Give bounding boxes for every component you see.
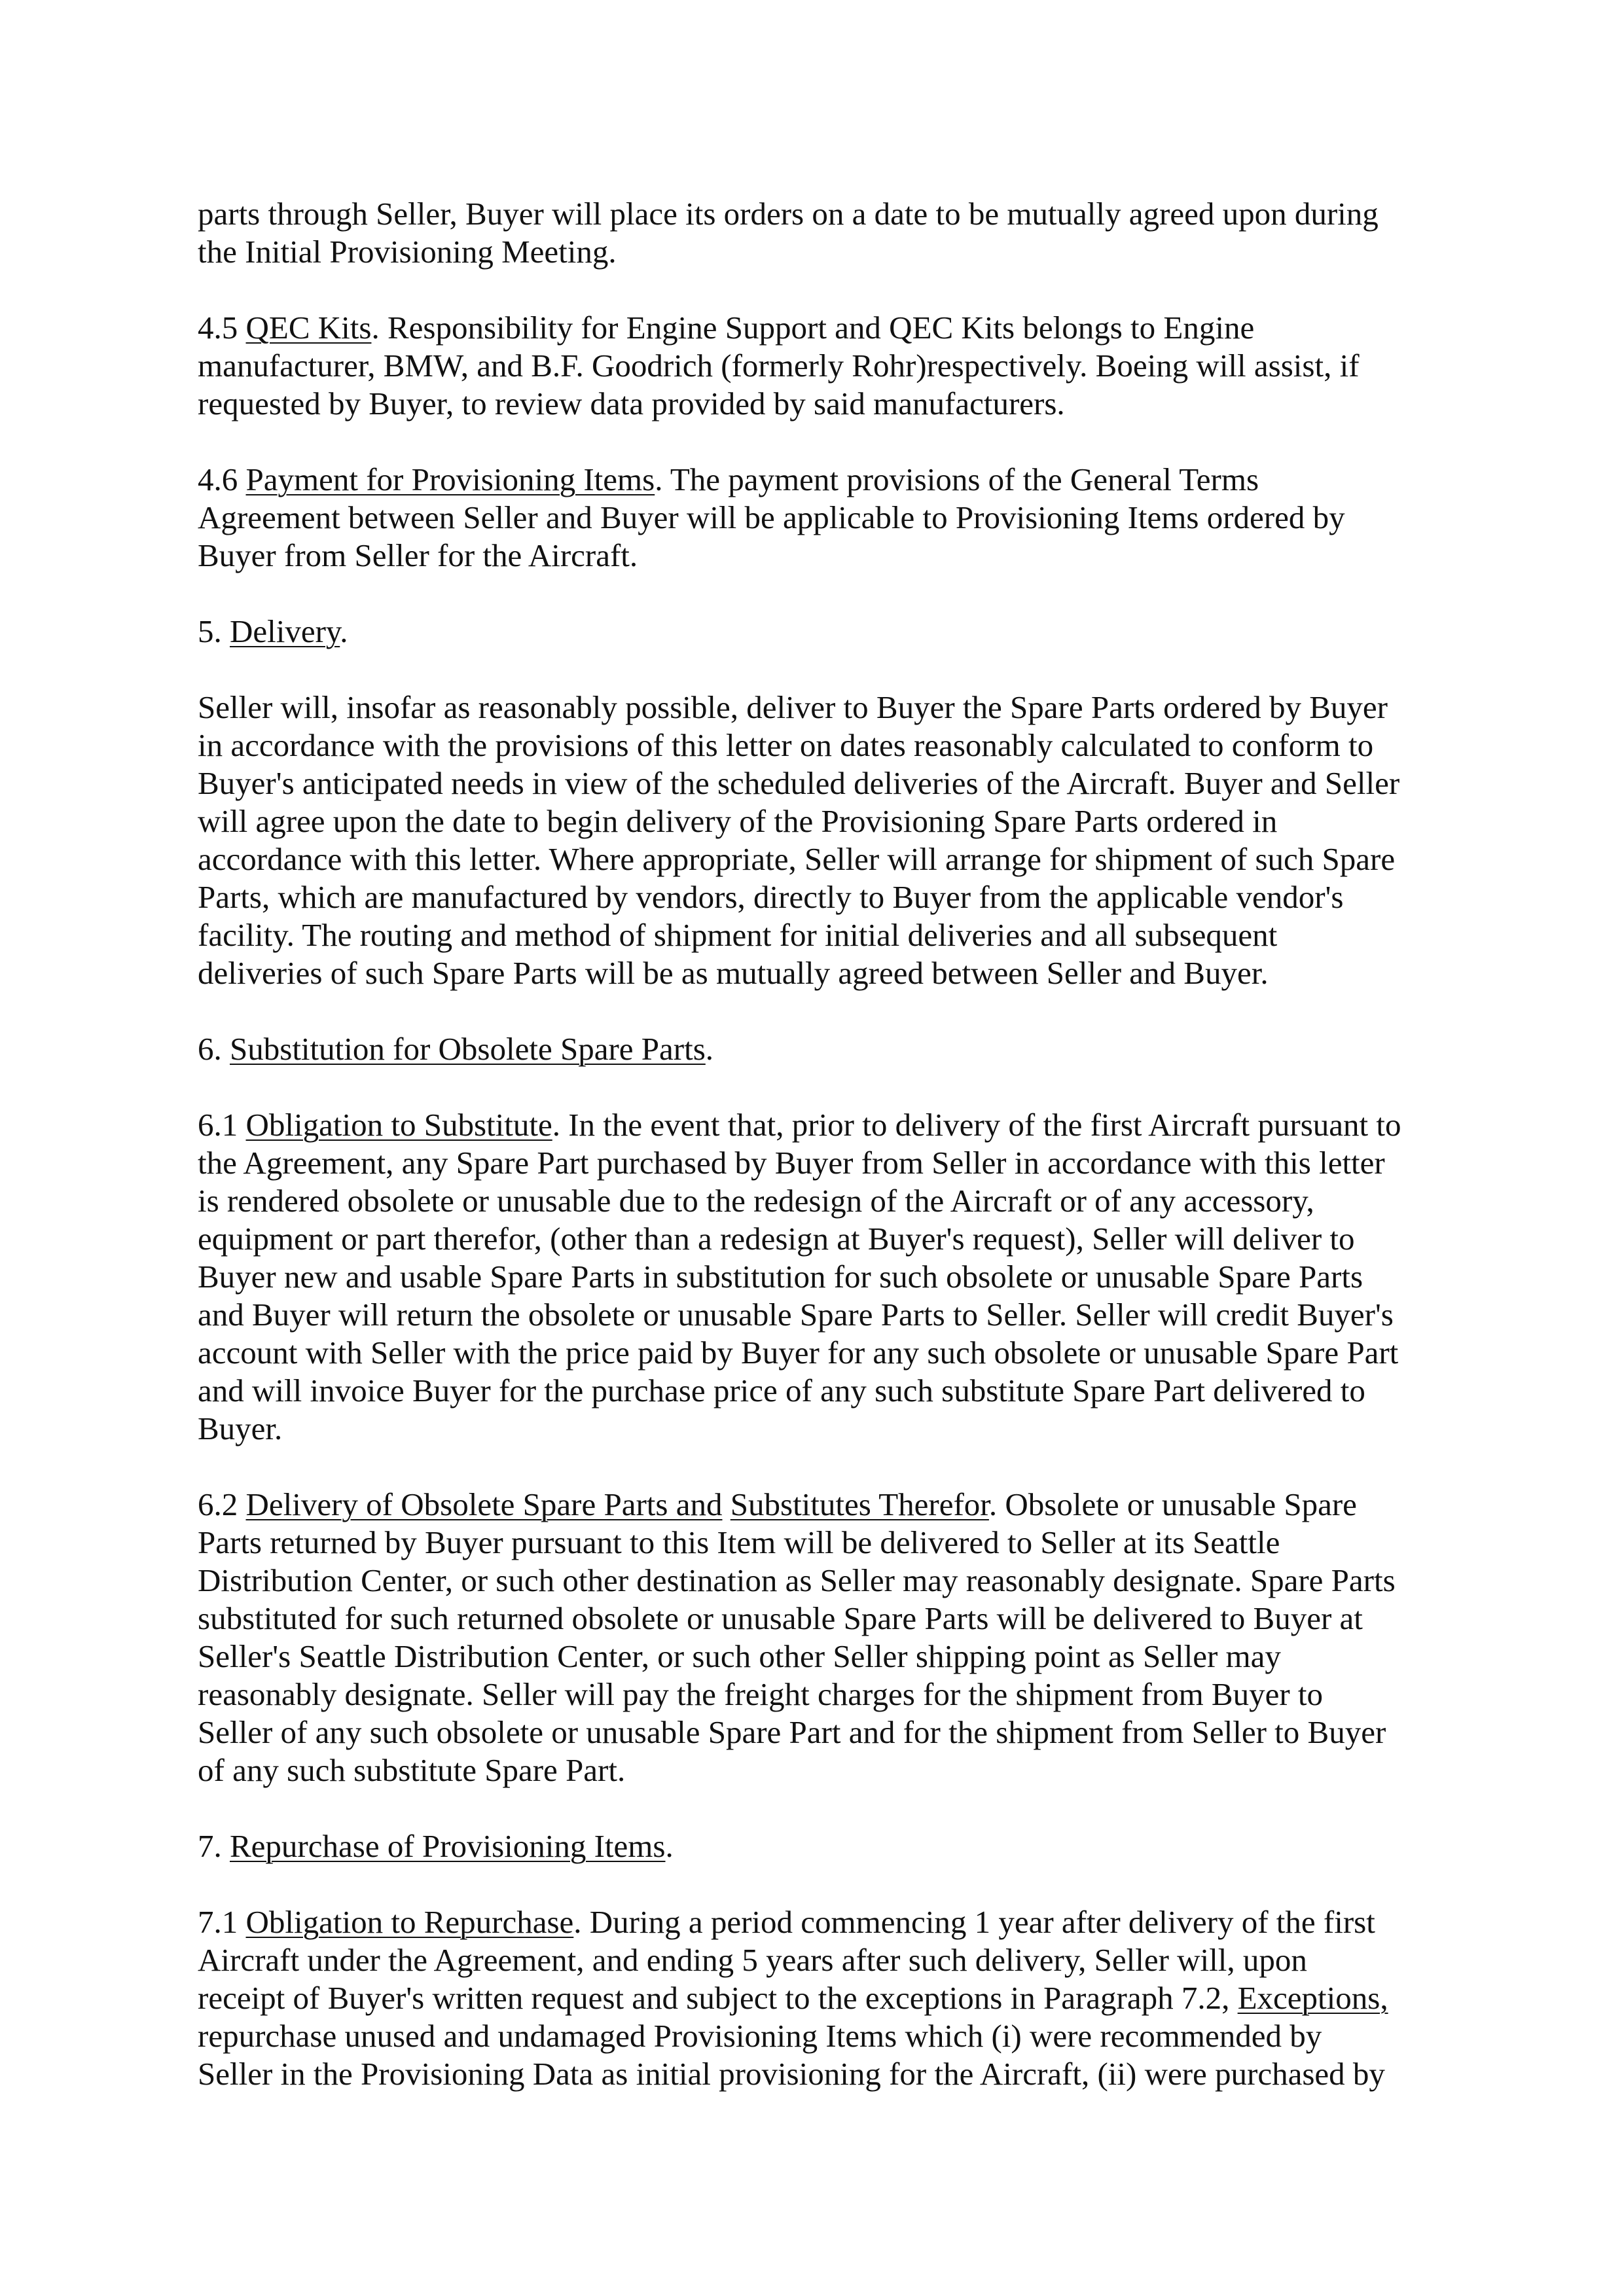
- section-7-heading: [198, 1827, 1454, 1865]
- section-heading-2: Substitutes Therefor: [730, 1486, 989, 1522]
- text-line: is rendered obsolete or unusable due to the redesign of the Aircraft or of any accessory,: [198, 1183, 1314, 1219]
- section-heading: Obligation to Repurchase: [245, 1904, 574, 1940]
- text-line: [198, 1030, 1454, 1068]
- text-line: and Buyer will return the obsolete or unusable Spare Parts to Seller. Seller will credit Buyer's: [198, 1297, 1394, 1333]
- section-number: 6.: [198, 1031, 222, 1067]
- text-line: Seller of any such obsolete or unusable Spare Part and for the shipment from Seller to Buyer: [198, 1714, 1386, 1750]
- text-line: Seller will, insofar as reasonably possible, deliver to Buyer the Spare Parts ordered by Buyer: [198, 689, 1388, 725]
- section-6-heading: [198, 1030, 1454, 1068]
- document-body: [198, 195, 1454, 2131]
- text-line: substituted for such returned obsolete or unusable Spare Parts will be delivered to Buyer at: [198, 1600, 1363, 1636]
- text-line: deliveries of such Spare Parts will be as mutually agreed between Seller and Buyer.: [198, 955, 1269, 991]
- text-line: will agree upon the date to begin delivery of the Provisioning Spare Parts ordered in: [198, 803, 1278, 839]
- text-line: [198, 1486, 1454, 1524]
- text-line: Seller in the Provisioning Data as initial provisioning for the Aircraft, (ii) were purchased by: [198, 2056, 1385, 2092]
- section-7-1: [198, 1903, 1454, 2093]
- text-line: manufacturer, BMW, and B.F. Goodrich (formerly Rohr)respectively. Boeing will assist, if: [198, 348, 1360, 384]
- text-line: [198, 1106, 1454, 1144]
- text-run: . In the event that, prior to delivery of the first Aircraft pursuant to: [552, 1107, 1401, 1143]
- section-number: 6.2: [198, 1486, 238, 1522]
- text-line: Parts returned by Buyer pursuant to this Item will be delivered to Seller at its Seattle: [198, 1524, 1280, 1560]
- section-4-5: [198, 309, 1454, 423]
- text-line: in accordance with the provisions of this letter on dates reasonably calculated to conform to: [198, 727, 1374, 763]
- text-line: requested by Buyer, to review data provided by said manufacturers.: [198, 386, 1065, 422]
- section-number: 6.1: [198, 1107, 238, 1143]
- section-5-body: [198, 689, 1454, 992]
- text-line: accordance with this letter. Where appropriate, Seller will arrange for shipment of such Spare: [198, 841, 1396, 877]
- section-number: 7.: [198, 1828, 222, 1864]
- section-heading: Obligation to Substitute: [245, 1107, 552, 1143]
- section-6-1: [198, 1106, 1454, 1448]
- text-line: and will invoice Buyer for the purchase price of any such substitute Spare Part delivered to: [198, 1372, 1365, 1408]
- section-heading: QEC Kits: [245, 310, 372, 346]
- text-line: reasonably designate. Seller will pay the freight charges for the shipment from Buyer to: [198, 1676, 1324, 1712]
- text-run: .: [705, 1031, 714, 1067]
- section-4-6: [198, 461, 1454, 575]
- text-line: Seller's Seattle Distribution Center, or such other Seller shipping point as Seller may: [198, 1638, 1281, 1674]
- section-heading: Repurchase of Provisioning Items: [230, 1828, 666, 1864]
- text-run: .: [340, 613, 348, 649]
- text-line: Parts, which are manufactured by vendors, directly to Buyer from the applicable vendor's: [198, 879, 1344, 915]
- text-line: facility. The routing and method of shipment for initial deliveries and all subsequent: [198, 917, 1278, 953]
- text-line: [198, 461, 1454, 499]
- text-run: receipt of Buyer's written request and subject to the exceptions in Paragraph 7.2,: [198, 1980, 1230, 2016]
- section-5-heading: [198, 613, 1454, 651]
- text-run: . Obsolete or unusable Spare: [988, 1486, 1357, 1522]
- text-run: . Responsibility for Engine Support and QEC Kits belongs to Engine: [371, 310, 1255, 346]
- section-heading: Substitution for Obsolete Spare Parts: [230, 1031, 706, 1067]
- section-number: 4.6: [198, 461, 238, 497]
- paragraph-continuation: [198, 195, 1454, 271]
- exceptions-reference: Exceptions,: [1237, 1980, 1388, 2016]
- text-run: .: [665, 1828, 674, 1864]
- section-6-2: [198, 1486, 1454, 1789]
- section-number: 7.1: [198, 1904, 238, 1940]
- section-heading: Payment for Provisioning Items: [245, 461, 655, 497]
- text-line: equipment or part therefor, (other than a redesign at Buyer's request), Seller will deliver to: [198, 1221, 1355, 1257]
- text-run: . During a period commencing 1 year after delivery of the first: [573, 1904, 1375, 1940]
- text-line: Aircraft under the Agreement, and ending 5 years after such delivery, Seller will, upon: [198, 1942, 1307, 1978]
- text-line: Buyer's anticipated needs in view of the scheduled deliveries of the Aircraft. Buyer and Seller: [198, 765, 1400, 801]
- text-line: of any such substitute Spare Part.: [198, 1752, 626, 1788]
- text-line: [198, 309, 1454, 347]
- text-run: . The payment provisions of the General Terms: [655, 461, 1259, 497]
- text-line: Buyer new and usable Spare Parts in substitution for such obsolete or unusable Spare Parts: [198, 1259, 1363, 1295]
- text-line: the Initial Provisioning Meeting.: [198, 234, 617, 270]
- text-line: Distribution Center, or such other destination as Seller may reasonably designate. Spare Parts: [198, 1562, 1396, 1598]
- text-line: [198, 1827, 1454, 1865]
- text-line: [198, 613, 1454, 651]
- text-line: repurchase unused and undamaged Provisioning Items which (i) were recommended by: [198, 2018, 1322, 2054]
- text-line: Buyer.: [198, 1410, 283, 1446]
- section-number: 5.: [198, 613, 222, 649]
- text-line: Agreement between Seller and Buyer will be applicable to Provisioning Items ordered by: [198, 499, 1345, 535]
- section-heading: Delivery of Obsolete Spare Parts and: [245, 1486, 723, 1522]
- text-line: parts through Seller, Buyer will place its orders on a date to be mutually agreed upon during: [198, 196, 1379, 232]
- section-number: 4.5: [198, 310, 238, 346]
- text-line: [198, 1903, 1454, 1941]
- section-heading: Delivery: [230, 613, 340, 649]
- text-line: Buyer from Seller for the Aircraft.: [198, 537, 638, 573]
- text-line: the Agreement, any Spare Part purchased by Buyer from Seller in accordance with this letter: [198, 1145, 1385, 1181]
- text-line: account with Seller with the price paid by Buyer for any such obsolete or unusable Spare Part: [198, 1335, 1399, 1371]
- text-line: [198, 1979, 1454, 2017]
